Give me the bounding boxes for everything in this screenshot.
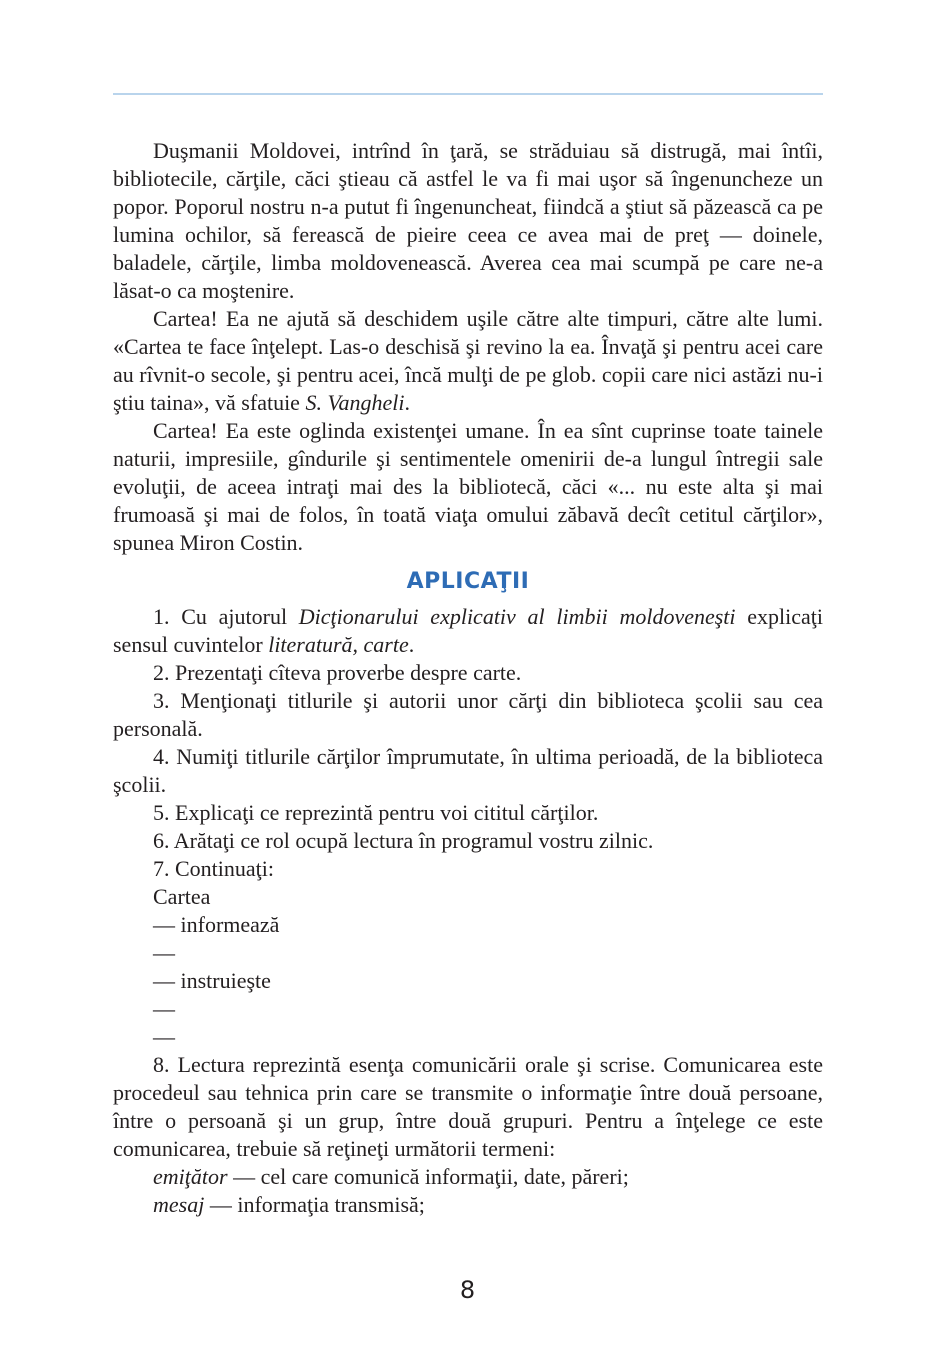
exercise-1-c: explicaţi sensul cuvintelor xyxy=(113,604,824,657)
term-mesaj-definition: — informaţia transmisă; xyxy=(204,1192,425,1217)
term-emitator-definition: — cel care comunică informaţii, date, păreri; xyxy=(227,1164,629,1189)
exercise-7-line: — xyxy=(153,996,175,1021)
exercise-7-line: — informează xyxy=(153,912,280,937)
exercise-7-line: — xyxy=(153,1024,175,1049)
exercise-7: 7. Continuaţi: xyxy=(153,856,274,881)
exercise-1 xyxy=(113,603,823,659)
exercise-4: 4. Numiţi titlurile cărţilor împrumutate, în ultima perioadă, de la biblioteca şcolii. xyxy=(113,744,823,797)
page-body xyxy=(113,137,823,1219)
exercise-2: 2. Prezentaţi cîteva proverbe despre carte. xyxy=(153,660,522,685)
exercise-1-words: literatură, carte xyxy=(268,632,409,657)
term-emitator-word: emiţător xyxy=(153,1164,228,1189)
paragraph-2-end: . xyxy=(404,390,410,415)
term-mesaj xyxy=(113,1191,823,1219)
exercise-3: 3. Menţionaţi titlurile şi autorii unor cărţi din biblioteca şcolii sau cea personală. xyxy=(113,688,823,741)
section-heading: APLICAŢII xyxy=(406,569,530,594)
exercise-1-e: . xyxy=(408,632,415,657)
exercise-6: 6. Arătaţi ce rol ocupă lectura în programul vostru zilnic. xyxy=(153,828,654,853)
exercise-1-dictionary: Dicţionarului explicativ al limbii moldoveneşti xyxy=(298,604,736,629)
exercise-7-line: — instruieşte xyxy=(153,968,271,993)
paragraph-1: Duşmanii Moldovei, intrînd în ţară, se străduiau să distrugă, mai întîi, bibliotecile, cărţile, căci ştieau că astfel le va fi mai uşor să îngenuncheze un popor. Poporul nostru n-a putut fi îngenuncheat, fiindcă a ştiut să păzească ca pe lumina ochilor, să ferească de pieire ceea ce avea mai de preţ — doinele, baladele, cărţile, limba moldovenească. Averea cea mai scumpă pe care ne-a lăsat-o ca moştenire. xyxy=(113,138,823,303)
paragraph-2-text: Cartea! Ea ne ajută să deschidem uşile către alte timpuri, către alte lumi. «Cartea te face înţelept. Las-o deschisă şi revino la ea. Învaţă şi pentru acei care au rîvnit-o secole, şi pentru acei, încă mulţi de pe glob. copii care nici astăzi nu-i ştiu taina», vă sfatuie xyxy=(113,306,823,415)
page-number: 8 xyxy=(459,1276,476,1304)
exercise-1-a: 1. Cu ajutorul xyxy=(153,604,299,629)
exercise-8: 8. Lectura reprezintă esenţa comunicării orale şi scrise. Comunicarea este procedeul sau tehnica prin care se transmite o informaţie între două persoane, între o persoană şi un grup, între două grupuri. Pentru a înţelege ce este comunicarea, trebuie să reţineţi următorii termeni: xyxy=(113,1052,823,1161)
exercise-7-line: Cartea xyxy=(153,884,211,909)
term-emitator xyxy=(113,1163,823,1191)
exercise-5: 5. Explicaţi ce reprezintă pentru voi cititul cărţilor. xyxy=(153,800,599,825)
paragraph-3: Cartea! Ea este oglinda existenţei umane. În ea sînt cuprinse toate tainele naturii, impresiile, gîndurile şi sentimentele omenirii de-a lungul întregii sale evoluţii, de aceea intraţi mai des la bibliotecă, căci «... nu este alta şi mai frumoasă şi mai de folos, în toată viaţa omului zăbavă decît cetitul cărţilor», spunea Miron Costin. xyxy=(113,418,823,555)
exercise-7-line: — xyxy=(153,940,175,965)
header-rule xyxy=(113,93,823,95)
paragraph-2-author: S. Vangheli xyxy=(305,390,405,415)
term-mesaj-word: mesaj xyxy=(153,1192,205,1217)
paragraph-2 xyxy=(113,305,823,417)
